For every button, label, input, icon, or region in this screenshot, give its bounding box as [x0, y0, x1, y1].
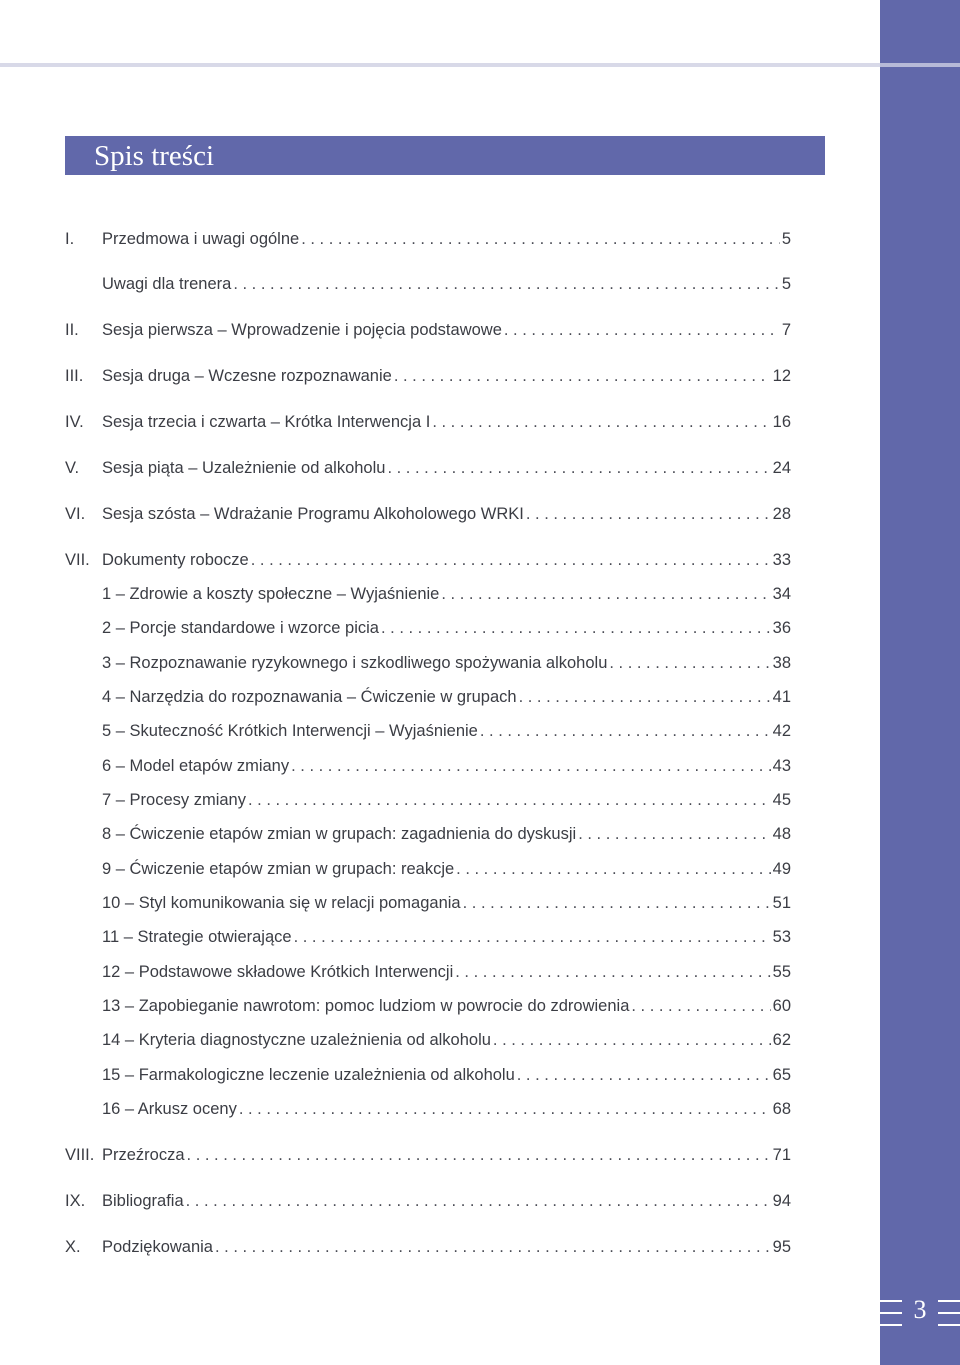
toc-entry-page: 42 — [772, 722, 791, 740]
toc-entry-title: 11 – Strategie otwierające — [102, 928, 292, 946]
dot-leader — [251, 548, 771, 572]
side-color-band — [880, 0, 960, 1365]
toc-entry — [65, 960, 791, 984]
dot-leader — [233, 272, 779, 296]
toc-entry-title: Sesja szósta – Wdrażanie Programu Alkoholowego WRKI — [102, 505, 524, 523]
toc-entry — [65, 227, 791, 251]
toc-entry-title: Podziękowania — [102, 1238, 213, 1256]
toc-entry — [65, 788, 791, 812]
dot-leader — [387, 456, 770, 480]
toc-entry — [65, 502, 791, 526]
dot-leader — [578, 822, 770, 846]
toc-entry-title: 14 – Kryteria diagnostyczne uzależnienia od alkoholu — [102, 1031, 491, 1049]
dot-leader — [441, 582, 770, 606]
dot-leader — [456, 857, 770, 881]
toc-entry — [65, 857, 791, 881]
toc-entry-title: 12 – Podstawowe składowe Krótkich Interwencji — [102, 963, 454, 981]
toc-entry-title: 1 – Zdrowie a koszty społeczne – Wyjaśnienie — [102, 585, 440, 603]
toc-entry-title: Bibliografia — [102, 1192, 184, 1210]
toc-entry-page: 71 — [772, 1146, 791, 1164]
dot-leader — [432, 410, 770, 434]
dot-leader — [526, 502, 771, 526]
toc-entry-title: Sesja trzecia i czwarta – Krótka Interwencja I — [102, 413, 431, 431]
dot-leader — [215, 1235, 771, 1259]
toc-entry — [65, 1235, 791, 1259]
toc-entry-page: 68 — [772, 1100, 791, 1118]
dot-leader — [186, 1189, 771, 1213]
toc-entry-title: 13 – Zapobieganie nawrotom: pomoc ludziom w powrocie do zdrowienia — [102, 997, 630, 1015]
toc-entry-page: 60 — [772, 997, 791, 1015]
toc-entry-page: 36 — [772, 619, 791, 637]
dot-leader — [187, 1143, 771, 1167]
dot-leader — [455, 960, 770, 984]
dot-leader — [463, 891, 771, 915]
dot-leader — [631, 994, 770, 1018]
toc-entry-number: V. — [65, 459, 80, 477]
toc-entry-title: Sesja pierwsza – Wprowadzenie i pojęcia podstawowe — [102, 321, 502, 339]
page-number: 3 — [913, 1295, 927, 1324]
toc-entry-page: 34 — [772, 585, 791, 603]
toc-entry — [65, 685, 791, 709]
dot-leader — [609, 651, 770, 675]
toc-entry — [65, 1097, 791, 1121]
toc-entry — [65, 364, 791, 388]
toc-entry-title: 15 – Farmakologiczne leczenie uzależnienia od alkoholu — [102, 1066, 515, 1084]
toc-entry-number: I. — [65, 230, 75, 248]
toc-entry-title: Dokumenty robocze — [102, 551, 249, 569]
toc-entry-number: III. — [65, 367, 84, 385]
toc-entry — [65, 616, 791, 640]
toc-entry-page: 55 — [772, 963, 791, 981]
toc-entry-page: 38 — [772, 654, 791, 672]
toc-entry-title: Przeźrocza — [102, 1146, 185, 1164]
toc-entry-title: 6 – Model etapów zmiany — [102, 757, 290, 775]
toc-entry-title: 3 – Rozpoznawanie ryzykownego i szkodliwego spożywania alkoholu — [102, 654, 608, 672]
toc-entry-number: VII. — [65, 551, 90, 569]
toc-entry-page: 24 — [772, 459, 791, 477]
toc-entry — [65, 994, 791, 1018]
toc-entry-page: 5 — [781, 275, 791, 293]
toc-entry-number: IV. — [65, 413, 84, 431]
toc-entry-page: 48 — [772, 825, 791, 843]
toc-entry-number: X. — [65, 1238, 81, 1256]
toc-entry-title: Sesja druga – Wczesne rozpoznawanie — [102, 367, 392, 385]
toc-entry-page: 41 — [772, 688, 791, 706]
toc-entry-title: 10 – Styl komunikowania się w relacji pomagania — [102, 894, 461, 912]
toc-entry — [65, 318, 791, 342]
toc-entry — [65, 925, 791, 949]
toc-entry — [65, 891, 791, 915]
dot-leader — [301, 227, 780, 251]
toc-entry — [65, 456, 791, 480]
toc-entry-page: 62 — [772, 1031, 791, 1049]
toc-entry-title: Przedmowa i uwagi ogólne — [102, 230, 300, 248]
toc-entry-title: 8 – Ćwiczenie etapów zmian w grupach: zagadnienia do dyskusji — [102, 825, 577, 843]
toc-entry-page: 28 — [772, 505, 791, 523]
toc-entry — [65, 1189, 791, 1213]
toc-entry-title: 2 – Porcje standardowe i wzorce picia — [102, 619, 379, 637]
toc-entry-page: 53 — [772, 928, 791, 946]
toc-entry-title: 4 – Narzędzia do rozpoznawania – Ćwiczenie w grupach — [102, 688, 517, 706]
toc-entry — [65, 822, 791, 846]
top-rule-band-segment — [880, 63, 960, 67]
toc-entry — [65, 272, 791, 296]
dot-leader — [519, 685, 771, 709]
toc-entry-page: 95 — [772, 1238, 791, 1256]
toc-entry-number: VI. — [65, 505, 86, 523]
toc-entry-page: 94 — [772, 1192, 791, 1210]
dot-leader — [394, 364, 771, 388]
toc-entry-number: VIII. — [65, 1146, 95, 1164]
toc-entry-page: 45 — [772, 791, 791, 809]
dot-leader — [248, 788, 771, 812]
toc-entry — [65, 582, 791, 606]
toc-entry — [65, 1063, 791, 1087]
toc-entry — [65, 410, 791, 434]
dot-leader — [294, 925, 771, 949]
dot-leader — [239, 1097, 771, 1121]
toc-entry-title: 16 – Arkusz oceny — [102, 1100, 237, 1118]
toc-entry-title: 5 – Skuteczność Krótkich Interwencji – Wyjaśnienie — [102, 722, 478, 740]
toc-entry-number: IX. — [65, 1192, 86, 1210]
toc-entry-title: Uwagi dla trenera — [102, 275, 232, 293]
toc-entry-title: Sesja piąta – Uzależnienie od alkoholu — [102, 459, 386, 477]
toc-entry-page: 7 — [781, 321, 791, 339]
dot-leader — [291, 754, 771, 778]
toc-entry-page: 51 — [772, 894, 791, 912]
toc-entry — [65, 754, 791, 778]
dot-leader — [493, 1028, 771, 1052]
dot-leader — [381, 616, 771, 640]
toc-entry-page: 16 — [772, 413, 791, 431]
toc-entry — [65, 548, 791, 572]
toc-entry-number: II. — [65, 321, 79, 339]
toc-entry — [65, 1143, 791, 1167]
dot-leader — [504, 318, 780, 342]
toc-entry — [65, 651, 791, 675]
toc-entry-page: 43 — [772, 757, 791, 775]
toc-entry-page: 12 — [772, 367, 791, 385]
toc-entry-page: 33 — [772, 551, 791, 569]
toc-entry-page: 65 — [772, 1066, 791, 1084]
page-title: Spis treści — [94, 140, 215, 172]
toc-entry-page: 49 — [772, 860, 791, 878]
dot-leader — [480, 719, 771, 743]
toc-entry — [65, 1028, 791, 1052]
toc-entry-title: 9 – Ćwiczenie etapów zmian w grupach: reakcje — [102, 860, 455, 878]
dot-leader — [517, 1063, 771, 1087]
toc-entry-title: 7 – Procesy zmiany — [102, 791, 246, 809]
toc-entry — [65, 719, 791, 743]
toc-entry-page: 5 — [781, 230, 791, 248]
